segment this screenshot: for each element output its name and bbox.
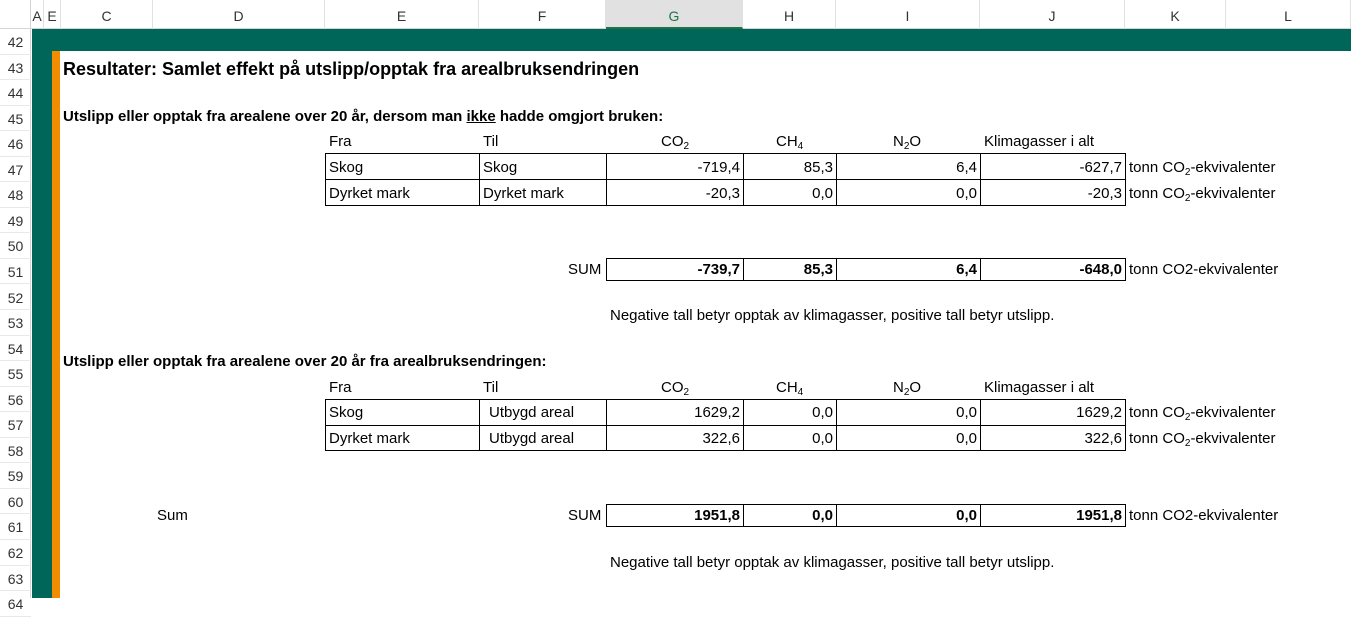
s2-row2-til[interactable]: Utbygd areal bbox=[489, 430, 575, 447]
s1-row1-unit: tonn $CO_2$-ekvivalenter bbox=[1129, 159, 1276, 178]
row-header[interactable]: 51 bbox=[0, 259, 31, 285]
section1-heading: Utslipp eller opptak fra arealene over 20 år, dersom man ikke hadde omgjort bruken: bbox=[63, 108, 664, 125]
s2-row2-fra[interactable]: Dyrket mark bbox=[329, 430, 410, 447]
column-header-c[interactable]: C bbox=[61, 0, 153, 29]
accent-bar bbox=[52, 51, 60, 598]
s2-row1-total[interactable]: 1629,2 bbox=[1076, 404, 1122, 421]
s1-header-co2: $CO_2$ bbox=[661, 133, 690, 152]
s2-note: Negative tall betyr opptak av klimagasser, positive tall betyr utslipp. bbox=[610, 554, 1055, 571]
s1-row1-n2o[interactable]: 6,4 bbox=[956, 159, 977, 176]
left-band bbox=[32, 51, 52, 598]
row-header[interactable]: 49 bbox=[0, 208, 31, 234]
section2-heading: Utslipp eller opptak fra arealene over 20 år fra arealbruksendringen: bbox=[63, 353, 547, 370]
page-title: Resultater: Samlet effekt på utslipp/opptak fra arealbruksendringen bbox=[63, 59, 640, 79]
s1-sum-unit: tonn CO2-ekvivalenter bbox=[1129, 261, 1279, 278]
column-header-a[interactable]: A bbox=[31, 0, 44, 29]
s1-row1-til[interactable]: Skog bbox=[483, 159, 518, 176]
s2-row1-unit: tonn $CO_2$-ekvivalenter bbox=[1129, 404, 1276, 423]
s2-sum-unit: tonn CO2-ekvivalenter bbox=[1129, 507, 1279, 524]
s1-row1-fra[interactable]: Skog bbox=[329, 159, 364, 176]
s1-header-fra: Fra bbox=[329, 133, 352, 150]
column-header-d[interactable]: D bbox=[153, 0, 325, 29]
s2-row1-til[interactable]: Utbygd areal bbox=[489, 404, 575, 421]
s2-sum-label: SUM bbox=[568, 507, 602, 524]
column-header-e-collapsed[interactable]: E bbox=[44, 0, 61, 29]
column-header-j[interactable]: J bbox=[980, 0, 1125, 29]
s2-row1-fra[interactable]: Skog bbox=[329, 404, 364, 421]
row-header-bar bbox=[0, 29, 31, 613]
s2-sum-ch4[interactable]: 0,0 bbox=[812, 507, 833, 524]
s2-header-fra: Fra bbox=[329, 379, 352, 396]
s1-row1-total[interactable]: -627,7 bbox=[1079, 159, 1122, 176]
s2-row2-co2[interactable]: 322,6 bbox=[702, 430, 740, 447]
s1-row2-unit: tonn $CO_2$-ekvivalenter bbox=[1129, 185, 1276, 204]
s1-sum-total[interactable]: -648,0 bbox=[1079, 261, 1122, 278]
row-header[interactable]: 58 bbox=[0, 438, 31, 464]
column-header-k[interactable]: K bbox=[1125, 0, 1226, 29]
s1-sum-ch4[interactable]: 85,3 bbox=[803, 261, 833, 278]
row-header[interactable]: 57 bbox=[0, 412, 31, 438]
s1-header-n2o: $N_2O$ bbox=[893, 133, 922, 152]
column-header-f[interactable]: F bbox=[479, 0, 606, 29]
row-header[interactable]: 53 bbox=[0, 310, 31, 336]
column-header-g[interactable]: G bbox=[606, 0, 743, 29]
row-header[interactable]: 43 bbox=[0, 55, 31, 81]
s1-note: Negative tall betyr opptak av klimagasser, positive tall betyr utslipp. bbox=[610, 307, 1055, 324]
s1-sum-co2[interactable]: -739,7 bbox=[697, 261, 740, 278]
s1-row1-ch4[interactable]: 85,3 bbox=[803, 159, 833, 176]
row-header[interactable]: 54 bbox=[0, 336, 31, 362]
column-header-h[interactable]: H bbox=[743, 0, 836, 29]
s1-row2-til[interactable]: Dyrket mark bbox=[483, 185, 564, 202]
row-header[interactable]: 63 bbox=[0, 566, 31, 592]
column-header-l[interactable]: L bbox=[1226, 0, 1351, 29]
s2-row2-unit: tonn $CO_2$-ekvivalenter bbox=[1129, 430, 1276, 449]
row-header[interactable]: 62 bbox=[0, 540, 31, 566]
s2-header-total: Klimagasser i alt bbox=[984, 379, 1095, 396]
s2-sum-co2[interactable]: 1951,8 bbox=[694, 507, 740, 524]
sheet-grid[interactable] bbox=[32, 29, 1351, 598]
column-header-e[interactable]: E bbox=[325, 0, 479, 29]
row-header[interactable]: 48 bbox=[0, 182, 31, 208]
row-header[interactable]: 55 bbox=[0, 361, 31, 387]
row-header[interactable]: 45 bbox=[0, 106, 31, 132]
s2-row1-ch4[interactable]: 0,0 bbox=[812, 404, 833, 421]
row-header[interactable]: 50 bbox=[0, 233, 31, 259]
s2-row2-n2o[interactable]: 0,0 bbox=[956, 430, 977, 447]
row-header[interactable]: 47 bbox=[0, 157, 31, 183]
row-header[interactable]: 42 bbox=[0, 29, 31, 55]
s2-header-n2o: $N_2O$ bbox=[893, 379, 922, 398]
s2-sum-n2o[interactable]: 0,0 bbox=[956, 507, 977, 524]
s1-header-til: Til bbox=[483, 133, 499, 150]
row-header[interactable]: 59 bbox=[0, 463, 31, 489]
s2-row1-n2o[interactable]: 0,0 bbox=[956, 404, 977, 421]
s2-header-til: Til bbox=[483, 379, 499, 396]
s2-sum-side-label: Sum bbox=[157, 507, 188, 524]
s2-header-co2: $CO_2$ bbox=[661, 379, 690, 398]
row-header[interactable]: 44 bbox=[0, 80, 31, 106]
s2-row2-ch4[interactable]: 0,0 bbox=[812, 430, 833, 447]
s1-row2-total[interactable]: -20,3 bbox=[1087, 185, 1122, 202]
column-header-bar bbox=[0, 0, 1351, 29]
s2-row1-co2[interactable]: 1629,2 bbox=[694, 404, 740, 421]
s1-row2-co2[interactable]: -20,3 bbox=[705, 185, 740, 202]
s2-sum-total[interactable]: 1951,8 bbox=[1076, 507, 1122, 524]
s1-sum-label: SUM bbox=[568, 261, 602, 278]
select-all-corner[interactable] bbox=[0, 0, 31, 29]
row-header[interactable]: 64 bbox=[0, 591, 31, 617]
row-header[interactable]: 56 bbox=[0, 387, 31, 413]
column-header-i[interactable]: I bbox=[836, 0, 980, 29]
s1-sum-n2o[interactable]: 6,4 bbox=[956, 261, 977, 278]
s1-row2-n2o[interactable]: 0,0 bbox=[956, 185, 977, 202]
row-header[interactable]: 52 bbox=[0, 285, 31, 311]
row-header[interactable]: 61 bbox=[0, 514, 31, 540]
s1-row1-co2[interactable]: -719,4 bbox=[697, 159, 740, 176]
s2-row2-total[interactable]: 322,6 bbox=[1084, 430, 1122, 447]
header-band bbox=[32, 29, 1351, 51]
s1-header-ch4: $CH_4$ bbox=[776, 133, 804, 152]
row-header[interactable]: 60 bbox=[0, 489, 31, 515]
row-header[interactable]: 46 bbox=[0, 131, 31, 157]
s2-header-ch4: $CH_4$ bbox=[776, 379, 804, 398]
s1-row2-ch4[interactable]: 0,0 bbox=[812, 185, 833, 202]
s1-header-total: Klimagasser i alt bbox=[984, 133, 1095, 150]
s1-row2-fra[interactable]: Dyrket mark bbox=[329, 185, 410, 202]
